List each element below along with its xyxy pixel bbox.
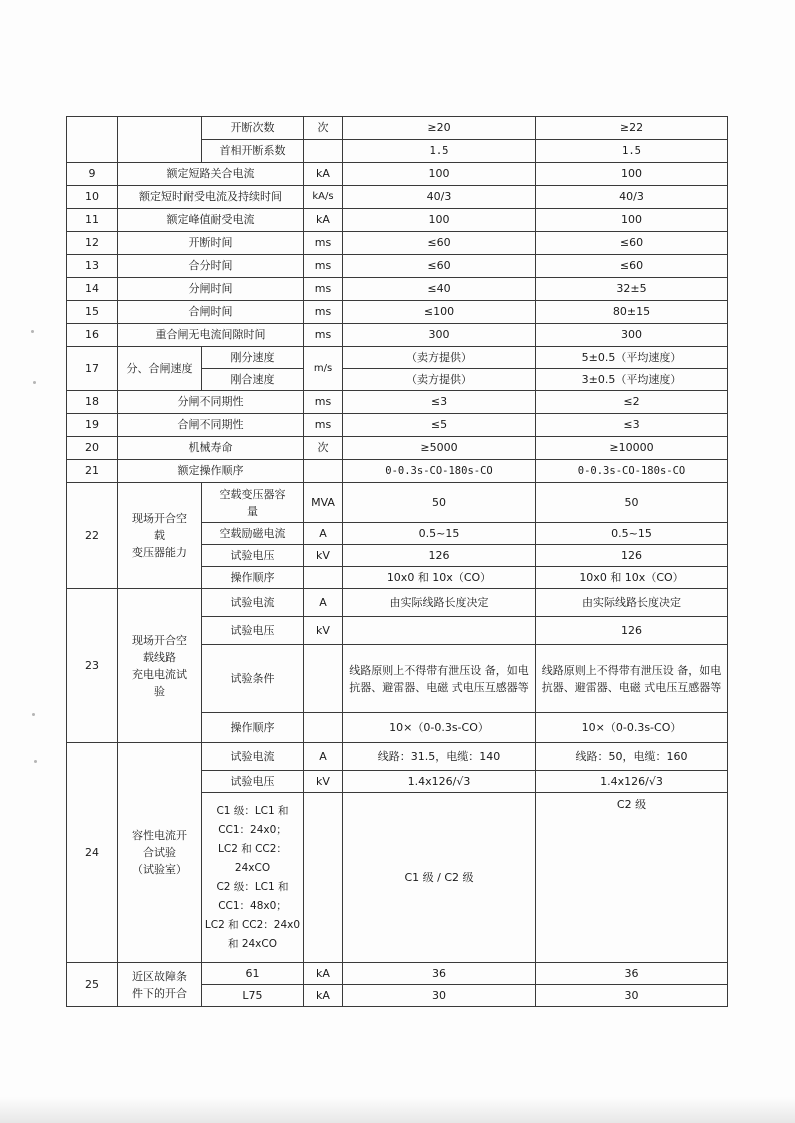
cell-required: 10x0 和 10x（CO） — [343, 567, 536, 589]
cell-no: 17 — [67, 347, 118, 391]
cell-no: 9 — [67, 163, 118, 186]
cell-offered: 126 — [536, 545, 728, 567]
cell-item — [118, 963, 202, 1007]
cell-param: 开断次数 — [202, 117, 304, 140]
cell-required: 线路：31.5，电缆：140 — [343, 743, 536, 771]
cell-item — [118, 743, 202, 963]
cell-param: 刚分速度 — [202, 347, 304, 369]
item-line: 现场开合空 — [132, 633, 187, 647]
cell-item: 开断时间 — [118, 232, 304, 255]
cell-item — [118, 483, 202, 589]
cell-item: 合闸时间 — [118, 301, 304, 324]
cell-no: 23 — [67, 589, 118, 743]
cell-required: ≥20 — [343, 117, 536, 140]
cell-no: 19 — [67, 414, 118, 437]
cell-no: 12 — [67, 232, 118, 255]
cell-required: ≤100 — [343, 301, 536, 324]
cell-offered: 126 — [536, 617, 728, 645]
cell-required: 36 — [343, 963, 536, 985]
cell-unit — [304, 567, 343, 589]
cell-unit: kV — [304, 771, 343, 793]
table-row — [67, 460, 728, 483]
cell-item: 分闸不同期性 — [118, 391, 304, 414]
table-row — [67, 963, 728, 985]
cell-offered: 0.5~15 — [536, 523, 728, 545]
cell-no: 13 — [67, 255, 118, 278]
cell-required: ≤3 — [343, 391, 536, 414]
table-row — [67, 391, 728, 414]
cell-unit — [304, 460, 343, 483]
scan-speck — [32, 713, 35, 716]
cell-unit: kV — [304, 617, 343, 645]
cell-offered: 10×（0-0.3s-CO） — [536, 713, 728, 743]
cell-unit: A — [304, 743, 343, 771]
cell-item — [118, 117, 202, 163]
cell-offered: 40/3 — [536, 186, 728, 209]
scan-speck — [31, 330, 34, 333]
cell-param: 试验电压 — [202, 617, 304, 645]
cell-offered: 线路：50，电缆：160 — [536, 743, 728, 771]
class-line: 和 24xCO — [227, 937, 277, 950]
cell-required: ≤5 — [343, 414, 536, 437]
cell-no: 14 — [67, 278, 118, 301]
cell-required: ≤60 — [343, 255, 536, 278]
cell-unit: ms — [304, 324, 343, 347]
cell-required: 50 — [343, 483, 536, 523]
cell-param — [202, 483, 304, 523]
cell-offered: 100 — [536, 209, 728, 232]
cell-offered: 300 — [536, 324, 728, 347]
cell-unit: A — [304, 589, 343, 617]
class-line: LC2 和 CC2：24x0 — [204, 918, 301, 931]
cell-no: 24 — [67, 743, 118, 963]
cell-class-list — [202, 793, 304, 963]
cell-param: 首相开断系数 — [202, 140, 304, 163]
cell-unit: m/s — [304, 347, 343, 391]
cell-unit: kA/s — [304, 186, 343, 209]
cell-required: 线路原则上不得带有泄压设 备，如电抗器、避雷器、电磁 式电压互感器等 — [343, 645, 536, 713]
cell-required: 300 — [343, 324, 536, 347]
cell-unit: kA — [304, 163, 343, 186]
cell-item: 机械寿命 — [118, 437, 304, 460]
cell-param: 试验电流 — [202, 743, 304, 771]
cell-required — [343, 617, 536, 645]
cell-unit: ms — [304, 414, 343, 437]
table-row — [67, 414, 728, 437]
cell-offered: 1.5 — [536, 140, 728, 163]
cell-item: 额定操作顺序 — [118, 460, 304, 483]
cell-offered: C2 级 — [536, 793, 728, 963]
cell-offered: ≤60 — [536, 232, 728, 255]
cell-no: 15 — [67, 301, 118, 324]
specification-table — [66, 116, 728, 1007]
cell-required: 由实际线路长度决定 — [343, 589, 536, 617]
cell-required: ≤40 — [343, 278, 536, 301]
cell-param: 61 — [202, 963, 304, 985]
cell-required: 0-0.3s-CO-180s-CO — [343, 460, 536, 483]
scan-speck — [33, 381, 36, 384]
cell-item — [118, 589, 202, 743]
cell-param: 试验电压 — [202, 545, 304, 567]
cell-offered: 5±0.5（平均速度） — [536, 347, 728, 369]
cell-offered: 0-0.3s-CO-180s-CO — [536, 460, 728, 483]
item-line: 充电电流试 — [132, 667, 187, 681]
class-line: 24xCO — [234, 861, 271, 874]
cell-offered: ≤2 — [536, 391, 728, 414]
cell-no: 11 — [67, 209, 118, 232]
cell-required: 126 — [343, 545, 536, 567]
cell-offered: 1.4x126/√3 — [536, 771, 728, 793]
table-row — [67, 255, 728, 278]
cell-offered: ≤60 — [536, 255, 728, 278]
cell-unit: A — [304, 523, 343, 545]
scan-speck — [34, 760, 37, 763]
cell-offered: 80±15 — [536, 301, 728, 324]
item-line: 载 — [154, 529, 165, 542]
cell-required: ≤60 — [343, 232, 536, 255]
table-row — [67, 301, 728, 324]
table-row — [67, 483, 728, 523]
cell-item: 分闸时间 — [118, 278, 304, 301]
cell-param: 刚合速度 — [202, 369, 304, 391]
table-row — [67, 117, 728, 140]
item-line: 容性电流开 — [132, 829, 187, 842]
cell-unit — [304, 140, 343, 163]
item-line: 现场开合空 — [132, 512, 187, 525]
cell-unit: kA — [304, 985, 343, 1007]
table-row — [67, 186, 728, 209]
item-line: 载线路 — [143, 650, 176, 664]
cell-no: 20 — [67, 437, 118, 460]
cell-required: 100 — [343, 209, 536, 232]
table-row — [67, 743, 728, 771]
table-row — [67, 347, 728, 369]
cell-item: 额定峰值耐受电流 — [118, 209, 304, 232]
item-line: 近区故障条 — [132, 969, 187, 983]
item-line: 验 — [154, 684, 165, 698]
cell-unit — [304, 713, 343, 743]
cell-offered: 50 — [536, 483, 728, 523]
cell-required: 1.4x126/√3 — [343, 771, 536, 793]
cell-required: （卖方提供） — [343, 369, 536, 391]
cell-unit: 次 — [304, 437, 343, 460]
table-row — [67, 232, 728, 255]
cell-required: 10×（0-0.3s-CO） — [343, 713, 536, 743]
cell-item: 合分时间 — [118, 255, 304, 278]
cell-unit: ms — [304, 278, 343, 301]
cell-no — [67, 117, 118, 163]
cell-no: 21 — [67, 460, 118, 483]
table-row — [67, 278, 728, 301]
cell-unit: kA — [304, 209, 343, 232]
class-line: CC1：24x0； — [218, 823, 287, 836]
cell-offered: 3±0.5（平均速度） — [536, 369, 728, 391]
cell-offered: ≥10000 — [536, 437, 728, 460]
cell-required: （卖方提供） — [343, 347, 536, 369]
cell-offered: ≤3 — [536, 414, 728, 437]
cell-no: 16 — [67, 324, 118, 347]
param-line: 空载变压器容 — [219, 487, 286, 501]
cell-no: 22 — [67, 483, 118, 589]
cell-param: 操作顺序 — [202, 713, 304, 743]
cell-offered: 32±5 — [536, 278, 728, 301]
cell-param: 操作顺序 — [202, 567, 304, 589]
cell-item: 分、合闸速度 — [118, 347, 202, 391]
class-line: C2 级：LC1 和 — [216, 880, 289, 893]
class-line: CC1：48x0； — [218, 899, 287, 912]
cell-required: 0.5~15 — [343, 523, 536, 545]
cell-offered: 36 — [536, 963, 728, 985]
cell-required: 100 — [343, 163, 536, 186]
cell-param: L75 — [202, 985, 304, 1007]
cell-required: ≥5000 — [343, 437, 536, 460]
cell-required: 30 — [343, 985, 536, 1007]
table-row — [67, 163, 728, 186]
cell-item: 重合闸无电流间隙时间 — [118, 324, 304, 347]
cell-offered: 线路原则上不得带有泄压设 备，如电抗器、避雷器、电磁 式电压互感器等 — [536, 645, 728, 713]
item-line: 件下的开合 — [132, 986, 187, 1000]
table-row — [67, 589, 728, 617]
class-line: C1 级：LC1 和 — [216, 804, 289, 817]
table-row — [67, 209, 728, 232]
cell-no: 10 — [67, 186, 118, 209]
cell-no: 18 — [67, 391, 118, 414]
cell-param: 试验电压 — [202, 771, 304, 793]
cell-offered: 30 — [536, 985, 728, 1007]
cell-unit: ms — [304, 255, 343, 278]
cell-offered: 由实际线路长度决定 — [536, 589, 728, 617]
cell-offered: 10x0 和 10x（CO） — [536, 567, 728, 589]
cell-unit: ms — [304, 301, 343, 324]
cell-unit: MVA — [304, 483, 343, 523]
cell-unit: ms — [304, 391, 343, 414]
class-line: LC2 和 CC2： — [218, 842, 287, 855]
cell-required: 40/3 — [343, 186, 536, 209]
cell-unit: 次 — [304, 117, 343, 140]
param-line: 量 — [247, 504, 258, 518]
item-line: 合试验 — [143, 846, 176, 859]
scan-edge-shade — [0, 1097, 795, 1123]
cell-unit: ms — [304, 232, 343, 255]
cell-required: 1.5 — [343, 140, 536, 163]
cell-item: 合闸不同期性 — [118, 414, 304, 437]
cell-item: 额定短时耐受电流及持续时间 — [118, 186, 304, 209]
cell-param: 试验条件 — [202, 645, 304, 713]
cell-param: 试验电流 — [202, 589, 304, 617]
cell-unit: kV — [304, 545, 343, 567]
cell-unit — [304, 793, 343, 963]
cell-unit: kA — [304, 963, 343, 985]
cell-param: 空载励磁电流 — [202, 523, 304, 545]
cell-offered: 100 — [536, 163, 728, 186]
table-row — [67, 324, 728, 347]
item-line: 变压器能力 — [132, 546, 187, 559]
cell-no: 25 — [67, 963, 118, 1007]
cell-item: 额定短路关合电流 — [118, 163, 304, 186]
cell-offered: ≥22 — [536, 117, 728, 140]
cell-unit — [304, 645, 343, 713]
item-line: （试验室） — [132, 863, 187, 876]
table-row — [67, 437, 728, 460]
cell-required: C1 级 / C2 级 — [343, 793, 536, 963]
